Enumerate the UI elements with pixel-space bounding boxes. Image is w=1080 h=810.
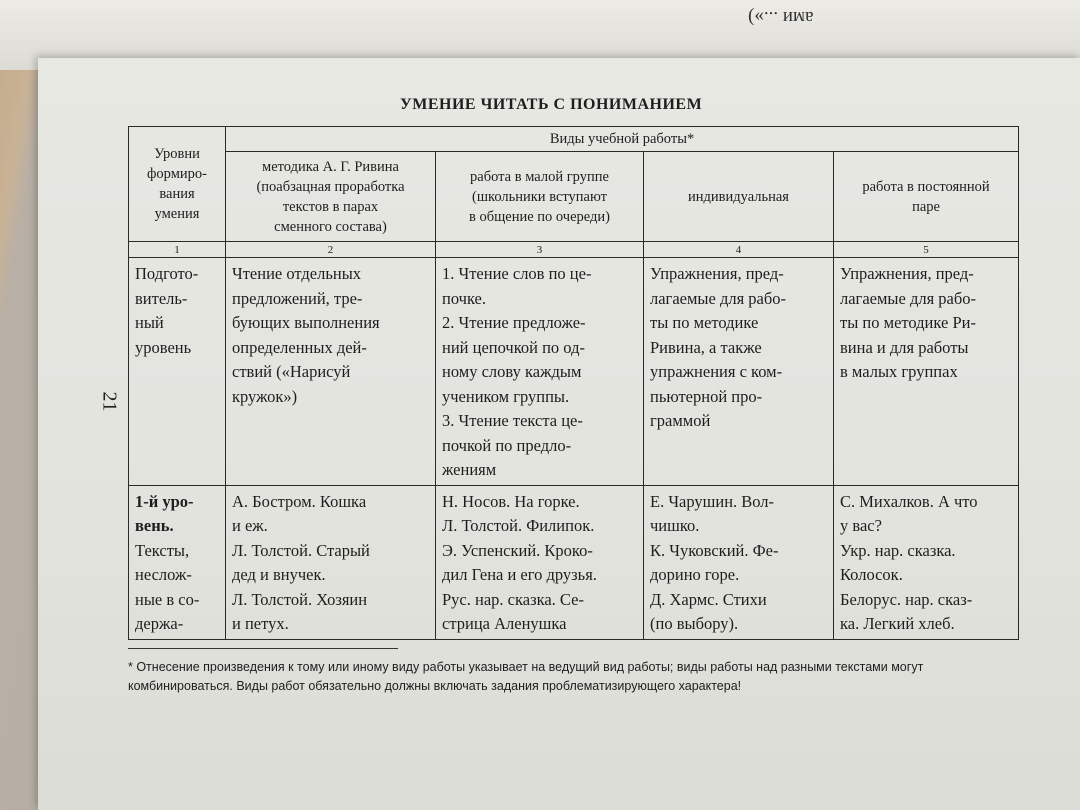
footnote-divider (128, 648, 398, 649)
table-cell: Упражнения, пред- лагаемые для рабо- ты по методике Ривина, а также упражнения с ком- пьютерной про- граммой (644, 258, 834, 486)
footnote: * Отнесение произведения к тому или иному виду работы указывает на ведущий вид работы; виды работы над разными текстами могут комбинироваться. Виды работ обязательно должны включать задания проблематизирующего характера! (128, 660, 924, 693)
page-number: 21 (98, 391, 121, 412)
table-cell: А. Бостром. Кошка и еж. Л. Толстой. Старый дед и внучек. Л. Толстой. Хозяин и петух. (226, 485, 436, 639)
table-cell: Чтение отдельных предложений, тре- бующих выполнения определенных дей- ствий («Нарисуй кружок») (226, 258, 436, 486)
level-cell: 1-й уро- вень. Тексты, неслож- ные в со- держа- (129, 485, 226, 639)
level-cell: Подгото- витель- ный уровень (129, 258, 226, 486)
column-number: 1 (129, 242, 226, 258)
column-number: 2 (226, 242, 436, 258)
column-number: 5 (834, 242, 1019, 258)
header-levels: Уровни формиро- вания умения (129, 127, 226, 242)
table-cell: Н. Носов. На горке. Л. Толстой. Филипок. Э. Успенский. Кроко- дил Гена и его друзья. Рус. нар. сказка. Се- стрица Аленушка (436, 485, 644, 639)
table-cell: Упражнения, пред- лагаемые для рабо- ты по методике Ри- вина и для работы в малых группах (834, 258, 1019, 486)
header-individual: индивидуальная (644, 152, 834, 242)
header-small-group: работа в малой группе (школьники вступают в общение по очереди) (436, 152, 644, 242)
reading-skills-table (128, 126, 1019, 640)
table-cell: Е. Чарушин. Вол- чишко. К. Чуковский. Фе- дорино горе. Д. Хармс. Стихи (по выбору). (644, 485, 834, 639)
page-title: УМЕНИЕ ЧИТАТЬ С ПОНИМАНИЕМ (400, 96, 703, 113)
column-number: 3 (436, 242, 644, 258)
table-row (129, 485, 1019, 639)
previous-page-text: ами ...») (748, 7, 814, 28)
column-number: 4 (644, 242, 834, 258)
table-cell: 1. Чтение слов по це- почке. 2. Чтение предложе- ний цепочкой по од- ному слову каждым учеником группы. 3. Чтение текста це- почкой по предло- жениям (436, 258, 644, 486)
header-rivin-method: методика А. Г. Ривина (поабзацная проработка текстов в парах сменного состава) (226, 152, 436, 242)
table-row (129, 258, 1019, 486)
header-permanent-pair: работа в постоянной паре (834, 152, 1019, 242)
table-cell: С. Михалков. А что у вас? Укр. нар. сказка. Колосок. Белорус. нар. сказ- ка. Легкий хлеб. (834, 485, 1019, 639)
header-work-types: Виды учебной работы* (226, 127, 1019, 152)
